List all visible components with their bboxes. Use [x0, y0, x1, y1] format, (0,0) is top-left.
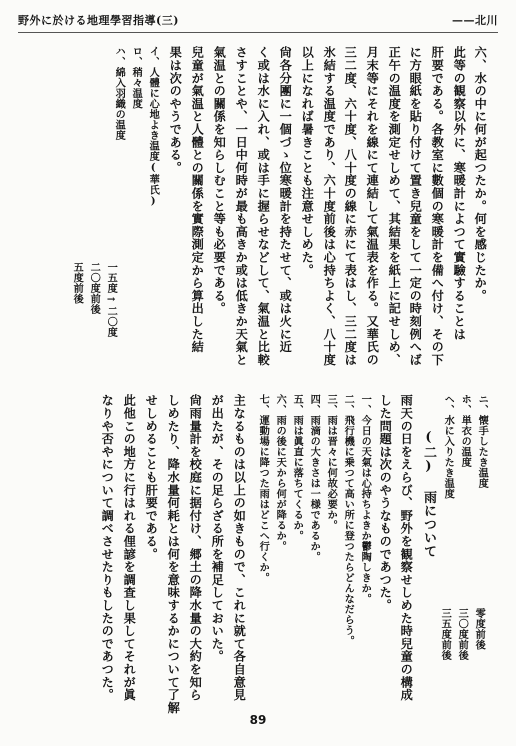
- upper-text-line: 此等の観察以外に、寒暖計によつて實驗することは: [452, 46, 467, 341]
- upper-text-line: ロ、稍々温度: [130, 46, 143, 109]
- header-title: 野外に於ける地理學習指導(三): [18, 14, 179, 27]
- upper-text-line: 正午の温度を測定せしめて、其結果を紙上に記せしめ、: [387, 46, 402, 366]
- header-author: ——北川: [452, 14, 498, 27]
- upper-text-line: イ、人體に心地よき温度(華氏): [147, 46, 160, 208]
- lower-text-line: 尙雨量計を校庭に据付け、郷土の降水量の大約を知ら: [188, 394, 203, 702]
- lower-text-line: 五、雨は眞直に落ちてくるか。: [291, 394, 304, 541]
- temperature-value: 五度前後: [71, 262, 84, 304]
- upper-text-line: 兒童が氣温と人體との關係を實際測定から算出した結: [190, 46, 205, 354]
- upper-text-line: 肝要である。各教室に數個の寒暖計を備へ付け、その下: [430, 46, 445, 366]
- temperature-value: 零度前後: [473, 608, 486, 650]
- lower-text-line: なりや否やについて調べさせたりもしたのであつた。: [100, 394, 115, 702]
- lower-text-line: 三、雨は晋々に何故必要か。: [325, 394, 338, 531]
- lower-text-line: 雨天の日をえらび、野外を観察せしめた時兒童の構成: [399, 394, 414, 702]
- upper-text-line: 六、水の中に何が起つたか。何を感じたか。: [473, 46, 488, 302]
- lower-text-line: 此他この地方に行はれる俚諺を調査し果してそれが眞: [122, 394, 137, 702]
- header-rule: [18, 32, 498, 33]
- upper-text-line: に方眼紙を貼り付けて置き兒童をして一定の時刻例へば: [408, 46, 423, 366]
- upper-text-line: く或は水に入れ、或は手に握らせなどして、氣温と比較: [256, 46, 271, 366]
- lower-text-line: 主なるものは以上の如きもので、これに就て各自意見: [232, 394, 247, 702]
- lower-text-line: せしめることも肝要である。: [144, 394, 159, 561]
- lower-text-line: 七、運動場に降つた雨はどこへ行くか。: [257, 394, 270, 583]
- temperature-value: 三〇度前後: [456, 608, 469, 661]
- upper-text-line: 尙各分團に一個づゝ位寒暖計を持たせて、或は火に近: [278, 46, 293, 354]
- temperature-value: 二〇度前後: [88, 262, 101, 315]
- temperature-value: 一五度→二〇度: [105, 262, 118, 338]
- running-header: [18, 12, 498, 28]
- lower-text-line: ヘ、水に入りたき温度: [442, 394, 455, 499]
- upper-text-line: 氣温との關係を知らしむこと等も必要である。: [212, 46, 227, 315]
- upper-text-line: 月末等にそれを線にて連結して氣温表を作る。又華氏の: [365, 46, 380, 366]
- lower-text-line: した問題は次のやうなものであつた。: [378, 394, 393, 612]
- lower-text-line: ニ、懐手したき温度: [476, 394, 489, 489]
- page-number: 89: [249, 713, 267, 727]
- temperature-value: 三五度前後: [439, 608, 452, 661]
- upper-text-line: さすことや、一日中何時が最も高きか或は低きか天氣と: [234, 46, 249, 366]
- lower-text-line: 六、雨の後に天から何が降るか。: [274, 394, 287, 552]
- upper-text-line: 三二度、六十度、八十度の線に赤にて表はし、三二度は: [343, 46, 358, 366]
- upper-text-line: 以上になれば暑きことも注意せしめた。: [300, 46, 315, 277]
- lower-text-line: ホ、単衣の温度: [459, 394, 472, 468]
- lower-text-line: 四、雨滴の大きさは一様であるか。: [308, 394, 321, 562]
- lower-text-line: が出たが、その足らざる所を補足しておいた。: [210, 394, 225, 663]
- lower-text-line: 一、今日の天氣は心持ちよきか鬱陶しきか。: [359, 394, 372, 604]
- upper-text-line: ハ、綿入羽織の温度: [113, 46, 126, 141]
- upper-text-line: 氷結する温度であり、六十度前後は心持ちよく、八十度: [322, 46, 337, 366]
- upper-text-line: 果は次のやうである。: [168, 46, 183, 174]
- lower-text-line: 二、飛行機に乗つて高い所に登つたらどんなだらう。: [342, 394, 355, 646]
- lower-text-line: しめたり、降水量何耗とは何を意味するかについて了解: [166, 394, 181, 714]
- section-heading: (二) 雨について: [421, 430, 436, 559]
